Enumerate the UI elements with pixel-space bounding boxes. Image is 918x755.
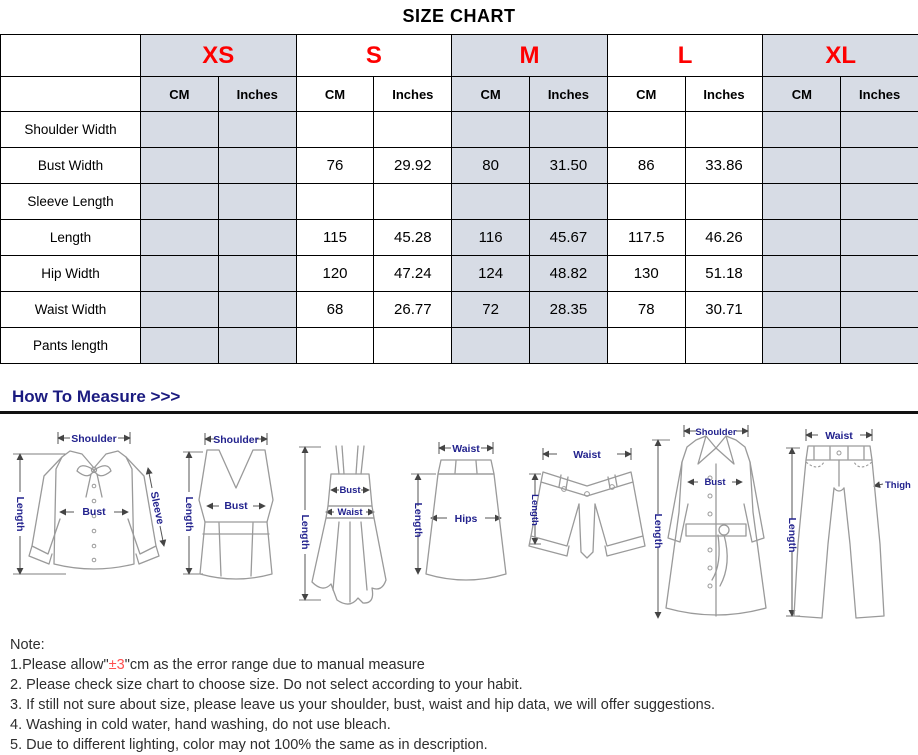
value-cell bbox=[530, 112, 608, 148]
blouse-sleeve-label: Sleeve bbox=[148, 490, 167, 525]
coat-bust-label: Bust bbox=[704, 477, 726, 488]
value-cell bbox=[141, 292, 219, 328]
value-cell: 116 bbox=[452, 220, 530, 256]
tank-shoulder-label: Shoulder bbox=[213, 434, 259, 446]
value-cell bbox=[452, 112, 530, 148]
coat-arrows bbox=[652, 425, 748, 618]
note-1-suffix: "cm as the error range due to manual measure bbox=[125, 657, 425, 673]
size-header-xl: XL bbox=[763, 35, 918, 77]
value-cell bbox=[763, 256, 841, 292]
tank-bust-label: Bust bbox=[224, 500, 248, 512]
value-cell bbox=[218, 112, 296, 148]
value-cell: 124 bbox=[452, 256, 530, 292]
table-row bbox=[1, 256, 918, 292]
unit-header-inches: Inches bbox=[841, 77, 918, 112]
value-cell: 26.77 bbox=[374, 292, 452, 328]
value-cell bbox=[841, 256, 918, 292]
unit-header-cm: CM bbox=[763, 77, 841, 112]
measure-diagrams bbox=[0, 414, 918, 627]
shorts-drawing bbox=[529, 472, 645, 558]
value-cell bbox=[530, 184, 608, 220]
value-cell bbox=[841, 148, 918, 184]
value-cell bbox=[296, 328, 374, 364]
row-label: Hip Width bbox=[1, 256, 141, 292]
value-cell: 29.92 bbox=[374, 148, 452, 184]
pants-thigh-label: Thigh bbox=[885, 480, 911, 491]
value-cell: 117.5 bbox=[607, 220, 685, 256]
value-cell bbox=[685, 328, 763, 364]
blouse-bust-label: Bust bbox=[82, 506, 106, 518]
value-cell bbox=[763, 148, 841, 184]
notes-heading: Note: bbox=[10, 635, 918, 655]
value-cell: 68 bbox=[296, 292, 374, 328]
value-cell bbox=[452, 328, 530, 364]
coat-length-label: Length bbox=[652, 514, 664, 549]
blouse-diagram bbox=[8, 424, 178, 614]
value-cell: 33.86 bbox=[685, 148, 763, 184]
row-label: Shoulder Width bbox=[1, 112, 141, 148]
value-cell bbox=[141, 112, 219, 148]
shorts-length-label: Length bbox=[529, 494, 540, 526]
shorts-waist-label: Waist bbox=[573, 449, 601, 461]
table-row bbox=[1, 112, 918, 148]
page-title: SIZE CHART bbox=[0, 0, 918, 34]
blouse-length-label: Length bbox=[14, 497, 26, 532]
value-cell bbox=[763, 112, 841, 148]
value-cell bbox=[218, 184, 296, 220]
size-header-m: M bbox=[452, 35, 608, 77]
skirt-diagram bbox=[406, 436, 526, 596]
value-cell: 130 bbox=[607, 256, 685, 292]
dress-diagram bbox=[295, 432, 405, 617]
unit-header-row bbox=[1, 77, 918, 112]
coat-shoulder-label: Shoulder bbox=[695, 427, 736, 438]
coat-drawing bbox=[666, 436, 766, 616]
value-cell bbox=[763, 292, 841, 328]
tank-length-label: Length bbox=[183, 497, 195, 532]
tank-drawing bbox=[199, 450, 273, 579]
value-cell bbox=[607, 328, 685, 364]
shorts-diagram bbox=[527, 444, 647, 589]
blouse-shoulder-label: Shoulder bbox=[71, 433, 117, 445]
value-cell: 120 bbox=[296, 256, 374, 292]
value-cell bbox=[296, 184, 374, 220]
row-label: Pants length bbox=[1, 328, 141, 364]
row-label: Length bbox=[1, 220, 141, 256]
table-row bbox=[1, 148, 918, 184]
dress-drawing bbox=[312, 446, 386, 604]
row-label: Waist Width bbox=[1, 292, 141, 328]
value-cell bbox=[374, 184, 452, 220]
value-cell: 80 bbox=[452, 148, 530, 184]
table-row bbox=[1, 328, 918, 364]
value-cell bbox=[141, 220, 219, 256]
value-cell bbox=[141, 148, 219, 184]
corner-cell bbox=[1, 77, 141, 112]
dress-waist-label: Waist bbox=[338, 507, 364, 518]
value-cell bbox=[141, 256, 219, 292]
size-chart-table bbox=[0, 34, 918, 364]
unit-header-cm: CM bbox=[607, 77, 685, 112]
value-cell: 78 bbox=[607, 292, 685, 328]
value-cell: 45.28 bbox=[374, 220, 452, 256]
value-cell: 47.24 bbox=[374, 256, 452, 292]
value-cell bbox=[296, 112, 374, 148]
value-cell bbox=[841, 184, 918, 220]
table-row bbox=[1, 220, 918, 256]
value-cell bbox=[141, 184, 219, 220]
value-cell: 45.67 bbox=[530, 220, 608, 256]
unit-header-cm: CM bbox=[296, 77, 374, 112]
note-line-4: 4. Washing in cold water, hand washing, do not use bleach. bbox=[10, 715, 918, 735]
value-cell: 86 bbox=[607, 148, 685, 184]
unit-header-inches: Inches bbox=[218, 77, 296, 112]
value-cell bbox=[374, 112, 452, 148]
value-cell: 46.26 bbox=[685, 220, 763, 256]
dress-bust-label: Bust bbox=[339, 485, 361, 496]
value-cell: 76 bbox=[296, 148, 374, 184]
how-to-measure-heading: How To Measure >>> bbox=[12, 387, 918, 407]
value-cell bbox=[218, 292, 296, 328]
notes-section bbox=[0, 635, 918, 755]
pants-waist-label: Waist bbox=[825, 430, 853, 442]
value-cell bbox=[607, 112, 685, 148]
value-cell bbox=[841, 220, 918, 256]
unit-header-inches: Inches bbox=[685, 77, 763, 112]
skirt-waist-label: Waist bbox=[452, 443, 480, 455]
value-cell bbox=[607, 184, 685, 220]
unit-header-cm: CM bbox=[141, 77, 219, 112]
row-label: Bust Width bbox=[1, 148, 141, 184]
value-cell: 72 bbox=[452, 292, 530, 328]
dress-length-label: Length bbox=[299, 515, 311, 550]
value-cell bbox=[763, 328, 841, 364]
note-line-3: 3. If still not sure about size, please leave us your shoulder, bust, waist and hip data, we will offer suggestions. bbox=[10, 695, 918, 715]
note-1-tolerance: ±3 bbox=[109, 657, 125, 673]
value-cell bbox=[841, 112, 918, 148]
unit-header-cm: CM bbox=[452, 77, 530, 112]
size-header-xs: XS bbox=[141, 35, 297, 77]
pants-length-label: Length bbox=[786, 518, 798, 553]
pants-drawing bbox=[794, 446, 884, 618]
note-1-prefix: 1.Please allow" bbox=[10, 657, 109, 673]
value-cell: 28.35 bbox=[530, 292, 608, 328]
value-cell bbox=[218, 256, 296, 292]
coat-diagram bbox=[648, 420, 783, 625]
value-cell bbox=[763, 184, 841, 220]
note-line-2: 2. Please check size chart to choose size. Do not select according to your habit. bbox=[10, 675, 918, 695]
value-cell bbox=[841, 292, 918, 328]
table-row bbox=[1, 184, 918, 220]
value-cell bbox=[763, 220, 841, 256]
value-cell bbox=[841, 328, 918, 364]
skirt-hips-label: Hips bbox=[455, 513, 478, 525]
corner-cell bbox=[1, 35, 141, 77]
value-cell: 31.50 bbox=[530, 148, 608, 184]
value-cell: 30.71 bbox=[685, 292, 763, 328]
unit-header-inches: Inches bbox=[374, 77, 452, 112]
value-cell bbox=[141, 328, 219, 364]
size-header-l: L bbox=[607, 35, 763, 77]
unit-header-inches: Inches bbox=[530, 77, 608, 112]
value-cell bbox=[530, 328, 608, 364]
skirt-length-label: Length bbox=[412, 503, 424, 538]
pants-diagram bbox=[784, 424, 912, 629]
tank-top-diagram bbox=[179, 426, 294, 611]
value-cell bbox=[374, 328, 452, 364]
value-cell: 51.18 bbox=[685, 256, 763, 292]
value-cell: 115 bbox=[296, 220, 374, 256]
value-cell bbox=[218, 220, 296, 256]
note-line-1 bbox=[10, 655, 918, 675]
value-cell bbox=[218, 148, 296, 184]
table-row bbox=[1, 292, 918, 328]
size-header-s: S bbox=[296, 35, 452, 77]
value-cell bbox=[452, 184, 530, 220]
value-cell bbox=[685, 112, 763, 148]
row-label: Sleeve Length bbox=[1, 184, 141, 220]
value-cell: 48.82 bbox=[530, 256, 608, 292]
size-header-row bbox=[1, 35, 918, 77]
value-cell bbox=[218, 328, 296, 364]
value-cell bbox=[685, 184, 763, 220]
note-line-5: 5. Due to different lighting, color may not 100% the same as in description. bbox=[10, 735, 918, 755]
